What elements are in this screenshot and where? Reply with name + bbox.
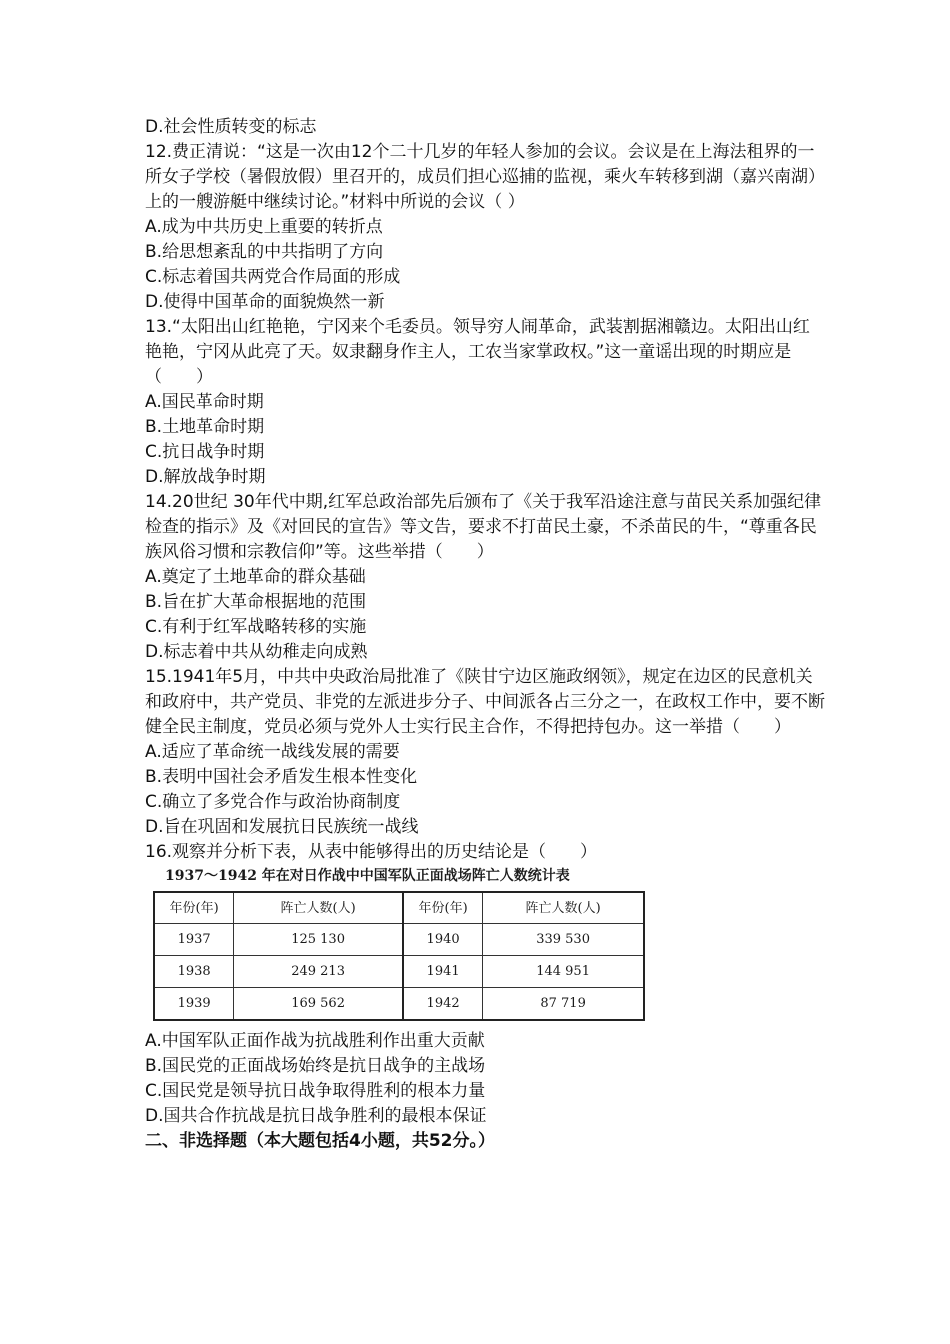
option-c: C.标志着国共两党合作局面的形成 bbox=[145, 267, 401, 287]
option-c: C.抗日战争时期 bbox=[145, 442, 265, 462]
header-year: 年份(年) bbox=[403, 892, 483, 924]
option-b: B.给思想紊乱的中共指明了方向 bbox=[145, 242, 384, 262]
question-stem: 16.观察并分析下表，从表中能够得出的历史结论是（ ） bbox=[145, 842, 598, 862]
option-b: B.国民党的正面战场始终是抗日战争的主战场 bbox=[145, 1056, 486, 1076]
option-a: A.国民革命时期 bbox=[145, 392, 264, 412]
option-c: C.国民党是领导抗日战争取得胜利的根本力量 bbox=[145, 1081, 486, 1101]
option-d: D.国共合作抗战是抗日战争胜利的最根本保证 bbox=[145, 1106, 487, 1126]
table-row bbox=[154, 924, 644, 956]
option-a: A.中国军队正面作战为抗战胜利作出重大贡献 bbox=[145, 1031, 485, 1051]
question-stem: 12.费正清说：“这是一次由12个二十几岁的年轻人参加的会议。会议是在上海法租界的一所女子学校（暑假放假）里召开的，成员们担心巡捕的监视，乘火车转移到湖（嘉兴南湖）上的一艘游艇中继续讨论。”材料中所说的会议（ ） bbox=[145, 142, 825, 212]
option-d: D.标志着中共从幼稚走向成熟 bbox=[145, 642, 368, 662]
option-b: B.土地革命时期 bbox=[145, 417, 265, 437]
table-row bbox=[154, 988, 644, 1021]
question-13 bbox=[145, 315, 825, 490]
option-b: B.表明中国社会矛盾发生根本性变化 bbox=[145, 767, 418, 787]
question-stem: 15.1941年5月，中共中央政治局批准了《陕甘宁边区施政纲领》，规定在边区的民意机关和政府中，共产党员、非党的左派进步分子、中间派各占三分之一，在政权工作中，要不断健全民主制度，党员必须与党外人士实行民主合作，不得把持包办。这一举措（ ） bbox=[145, 667, 825, 737]
question-stem: 14.20世纪 30年代中期,红军总政治部先后颁布了《关于我军沿途注意与苗民关系加强纪律检查的指示》及《对回民的宣告》等文告，要求不打苗民土豪，不杀苗民的牛，“尊重各民族风俗习惯和宗教信仰”等。这些举措（ ） bbox=[145, 492, 822, 562]
option-b: B.旨在扩大革命根据地的范围 bbox=[145, 592, 367, 612]
option-d: D.解放战争时期 bbox=[145, 467, 266, 487]
option-a: A.奠定了土地革命的群众基础 bbox=[145, 567, 366, 587]
option-c: C.有利于红军战略转移的实施 bbox=[145, 617, 367, 637]
header-deaths: 阵亡人数(人) bbox=[483, 892, 644, 924]
table-cell: 169 562 bbox=[234, 988, 403, 1021]
casualty-table-figure bbox=[145, 865, 651, 1029]
table-cell: 144 951 bbox=[483, 956, 644, 988]
table-cell: 1938 bbox=[154, 956, 234, 988]
question-stem: 13.“太阳出山红艳艳，宁冈来个毛委员。领导穷人闹革命，武装割据湘赣边。太阳出山红艳艳，宁冈从此亮了天。奴隶翻身作主人，工农当家掌政权。”这一童谣出现的时期应是（ ） bbox=[145, 317, 810, 387]
question-15 bbox=[145, 665, 825, 840]
option-c: C.确立了多党合作与政治协商制度 bbox=[145, 792, 401, 812]
table-cell: 87 719 bbox=[483, 988, 644, 1021]
option-a: A.适应了革命统一战线发展的需要 bbox=[145, 742, 400, 762]
casualty-table bbox=[153, 891, 645, 1021]
option-a: A.成为中共历史上重要的转折点 bbox=[145, 217, 383, 237]
table-cell: 1941 bbox=[403, 956, 483, 988]
previous-option-d: D.社会性质转变的标志 bbox=[145, 117, 317, 137]
table-cell: 125 130 bbox=[234, 924, 403, 956]
table-cell: 1937 bbox=[154, 924, 234, 956]
header-deaths: 阵亡人数(人) bbox=[234, 892, 403, 924]
header-year: 年份(年) bbox=[154, 892, 234, 924]
option-d: D.使得中国革命的面貌焕然一新 bbox=[145, 292, 385, 312]
table-cell: 1940 bbox=[403, 924, 483, 956]
section-2-heading: 二、非选择题（本大题包括4小题，共52分。） bbox=[145, 1131, 495, 1151]
option-d: D.旨在巩固和发展抗日民族统一战线 bbox=[145, 817, 419, 837]
table-cell: 249 213 bbox=[234, 956, 403, 988]
question-12 bbox=[145, 140, 825, 315]
table-caption: 1937～1942 年在对日作战中中国军队正面战场阵亡人数统计表 bbox=[165, 868, 570, 884]
table-row bbox=[154, 956, 644, 988]
question-16 bbox=[145, 840, 825, 1129]
page-content bbox=[145, 115, 825, 1154]
table-cell: 1939 bbox=[154, 988, 234, 1021]
table-header-row bbox=[154, 892, 644, 924]
table-cell: 339 530 bbox=[483, 924, 644, 956]
question-14 bbox=[145, 490, 825, 665]
table-cell: 1942 bbox=[403, 988, 483, 1021]
